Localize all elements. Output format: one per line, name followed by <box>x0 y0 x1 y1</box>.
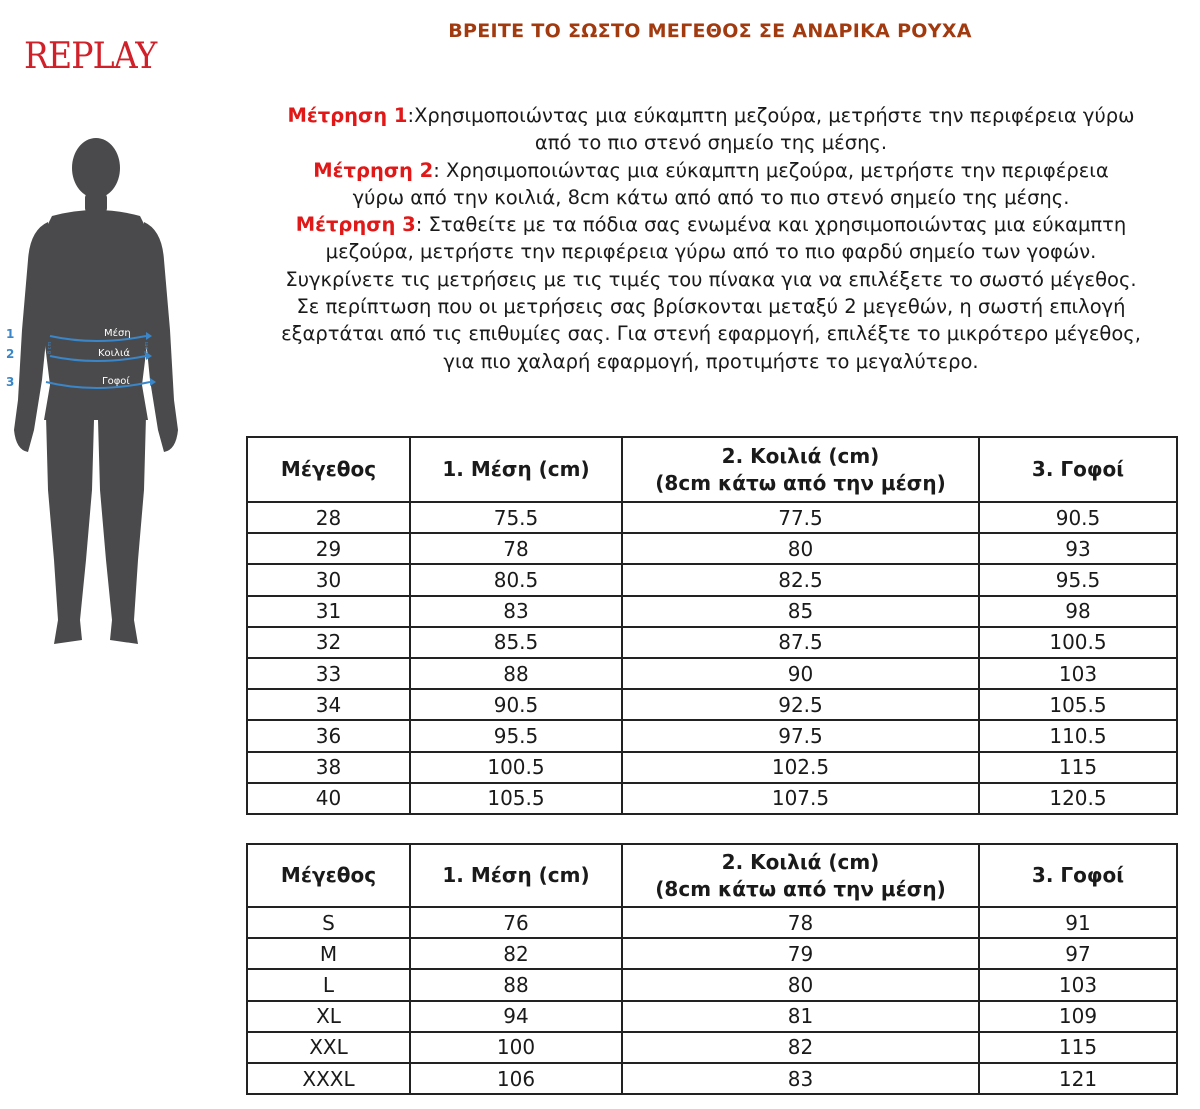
cell-waist: 76 <box>410 907 622 938</box>
cell-hips: 95.5 <box>979 564 1177 595</box>
cell-belly: 82 <box>622 1032 979 1063</box>
cell-waist: 105.5 <box>410 783 622 814</box>
instruction-line: από το πιο στενό σημείο της μέσης. <box>534 131 888 155</box>
measurement-3-text: : Σταθείτε με τα πόδια σας ενωμένα και χρησιμοποιώντας μια εύκαμπτη <box>415 213 1127 237</box>
table-row <box>247 596 1177 627</box>
cell-waist: 90.5 <box>410 689 622 720</box>
table-header-row <box>247 844 1177 907</box>
cell-hips: 91 <box>979 907 1177 938</box>
table-row <box>247 689 1177 720</box>
cell-hips: 100.5 <box>979 627 1177 658</box>
letter-size-table <box>246 843 1178 1095</box>
instruction-line <box>250 211 1172 238</box>
brand-logo: REPLAY <box>24 36 157 77</box>
table-row <box>247 907 1177 938</box>
instruction-line: εξαρτάται από τις επιθυμίες σας. Για στενή εφαρμογή, επιλέξτε το μικρότερο μέγεθος, <box>281 322 1141 346</box>
cell-belly: 83 <box>622 1063 979 1094</box>
cell-hips: 115 <box>979 1032 1177 1063</box>
cell-size: 40 <box>247 783 410 814</box>
cell-size: 36 <box>247 720 410 751</box>
cell-belly: 79 <box>622 938 979 969</box>
cell-hips: 97 <box>979 938 1177 969</box>
cell-size: L <box>247 969 410 1000</box>
cell-size: 29 <box>247 533 410 564</box>
cell-size: 31 <box>247 596 410 627</box>
cell-hips: 103 <box>979 969 1177 1000</box>
cell-belly: 92.5 <box>622 689 979 720</box>
instruction-line <box>250 102 1172 129</box>
cell-waist: 88 <box>410 969 622 1000</box>
label-waist: Μέση <box>104 328 131 339</box>
header-belly-line2: (8cm κάτω από την μέση) <box>655 876 946 901</box>
cell-belly: 90 <box>622 658 979 689</box>
header-belly <box>622 844 979 907</box>
table-row <box>247 1001 1177 1032</box>
table-row <box>247 627 1177 658</box>
cell-belly: 82.5 <box>622 564 979 595</box>
header-size: Μέγεθος <box>247 437 410 502</box>
table-row <box>247 658 1177 689</box>
header-belly-line1: 2. Κοιλιά (cm) <box>721 443 880 468</box>
cell-waist: 106 <box>410 1063 622 1094</box>
measure-number-3: 3 <box>6 375 15 389</box>
cell-hips: 93 <box>979 533 1177 564</box>
table-row <box>247 969 1177 1000</box>
cell-belly: 97.5 <box>622 720 979 751</box>
cell-belly: 77.5 <box>622 502 979 533</box>
numeric-size-table <box>246 436 1178 815</box>
measurement-1-label: Μέτρηση 1 <box>287 104 408 127</box>
cell-size: XXL <box>247 1032 410 1063</box>
cell-hips: 105.5 <box>979 689 1177 720</box>
cell-belly: 81 <box>622 1001 979 1032</box>
measurement-2-label: Μέτρηση 2 <box>313 158 434 182</box>
cell-belly: 78 <box>622 907 979 938</box>
table-row <box>247 783 1177 814</box>
table-row <box>247 533 1177 564</box>
body-measurement-figure <box>0 130 180 660</box>
cell-hips: 98 <box>979 596 1177 627</box>
cell-hips: 121 <box>979 1063 1177 1094</box>
cell-size: M <box>247 938 410 969</box>
cell-belly: 107.5 <box>622 783 979 814</box>
header-waist: 1. Μέση (cm) <box>410 437 622 502</box>
cell-waist: 100.5 <box>410 752 622 783</box>
measurement-1-text: :Χρησιμοποιώντας μια εύκαμπτη μεζούρα, μετρήστε την περιφέρεια γύρω <box>407 104 1135 127</box>
table-row <box>247 938 1177 969</box>
cell-size: XL <box>247 1001 410 1032</box>
cell-hips: 110.5 <box>979 720 1177 751</box>
cell-size: 28 <box>247 502 410 533</box>
cell-waist: 95.5 <box>410 720 622 751</box>
cell-size: 38 <box>247 752 410 783</box>
instruction-line: Συγκρίνετε τις μετρήσεις με τις τιμές του πίνακα για να επιλέξετε το σωστό μέγεθος. <box>285 267 1137 291</box>
cell-size: S <box>247 907 410 938</box>
table-row <box>247 1063 1177 1094</box>
instruction-line: μεζούρα, μετρήστε την περιφέρεια γύρω από το πιο φαρδύ σημείο των γοφών. <box>325 240 1097 264</box>
male-silhouette <box>14 138 178 644</box>
cell-hips: 90.5 <box>979 502 1177 533</box>
header-belly-line2: (8cm κάτω από την μέση) <box>655 470 946 495</box>
header-hips: 3. Γοφοί <box>979 844 1177 907</box>
instruction-line: Σε περίπτωση που οι μετρήσεις σας βρίσκονται μεταξύ 2 μεγεθών, η σωστή επιλογή <box>296 295 1126 319</box>
cell-belly: 87.5 <box>622 627 979 658</box>
cell-waist: 88 <box>410 658 622 689</box>
table-row <box>247 720 1177 751</box>
measurement-2-text: : Χρησιμοποιώντας μια εύκαμπτη μεζούρα, μετρήστε την περιφέρεια <box>433 158 1109 182</box>
cell-size: 30 <box>247 564 410 595</box>
label-belly: Κοιλιά <box>98 348 130 359</box>
cell-waist: 80.5 <box>410 564 622 595</box>
cell-belly: 80 <box>622 969 979 1000</box>
header-belly-line1: 2. Κοιλιά (cm) <box>721 849 880 874</box>
cell-size: XXXL <box>247 1063 410 1094</box>
cell-waist: 75.5 <box>410 502 622 533</box>
table-header-row <box>247 437 1177 502</box>
instruction-line <box>250 157 1172 184</box>
instruction-line: για πιο χαλαρή εφαρμογή, προτιμήστε το μεγαλύτερο. <box>443 349 979 373</box>
table-row <box>247 502 1177 533</box>
cell-hips: 115 <box>979 752 1177 783</box>
cell-waist: 100 <box>410 1032 622 1063</box>
cell-size: 33 <box>247 658 410 689</box>
cell-size: 32 <box>247 627 410 658</box>
gap-label-right: 8 cm <box>144 341 150 354</box>
table-row <box>247 564 1177 595</box>
instruction-line: γύρω από την κοιλιά, 8cm κάτω από από το πιο στενό σημείο της μέσης. <box>352 185 1070 209</box>
table-row <box>247 1032 1177 1063</box>
cell-waist: 82 <box>410 938 622 969</box>
cell-waist: 83 <box>410 596 622 627</box>
cell-waist: 94 <box>410 1001 622 1032</box>
header-hips: 3. Γοφοί <box>979 437 1177 502</box>
measure-number-1: 1 <box>6 327 15 341</box>
gap-label-left: 8 cm <box>47 341 53 354</box>
measurement-instructions <box>250 102 1172 375</box>
cell-size: 34 <box>247 689 410 720</box>
header-belly <box>622 437 979 502</box>
page-title: ΒΡΕΙΤΕ ΤΟ ΣΩΣΤΟ ΜΕΓΕΘΟΣ ΣΕ ΑΝΔΡΙΚΑ ΡΟΥΧΑ <box>448 20 972 42</box>
cell-waist: 78 <box>410 533 622 564</box>
cell-belly: 80 <box>622 533 979 564</box>
cell-belly: 102.5 <box>622 752 979 783</box>
header-waist: 1. Μέση (cm) <box>410 844 622 907</box>
label-hips: Γοφοί <box>102 376 130 387</box>
cell-hips: 103 <box>979 658 1177 689</box>
cell-belly: 85 <box>622 596 979 627</box>
cell-waist: 85.5 <box>410 627 622 658</box>
cell-hips: 120.5 <box>979 783 1177 814</box>
measure-number-2: 2 <box>6 347 15 361</box>
cell-hips: 109 <box>979 1001 1177 1032</box>
header-size: Μέγεθος <box>247 844 410 907</box>
table-row <box>247 752 1177 783</box>
measurement-3-label: Μέτρηση 3 <box>295 213 416 237</box>
